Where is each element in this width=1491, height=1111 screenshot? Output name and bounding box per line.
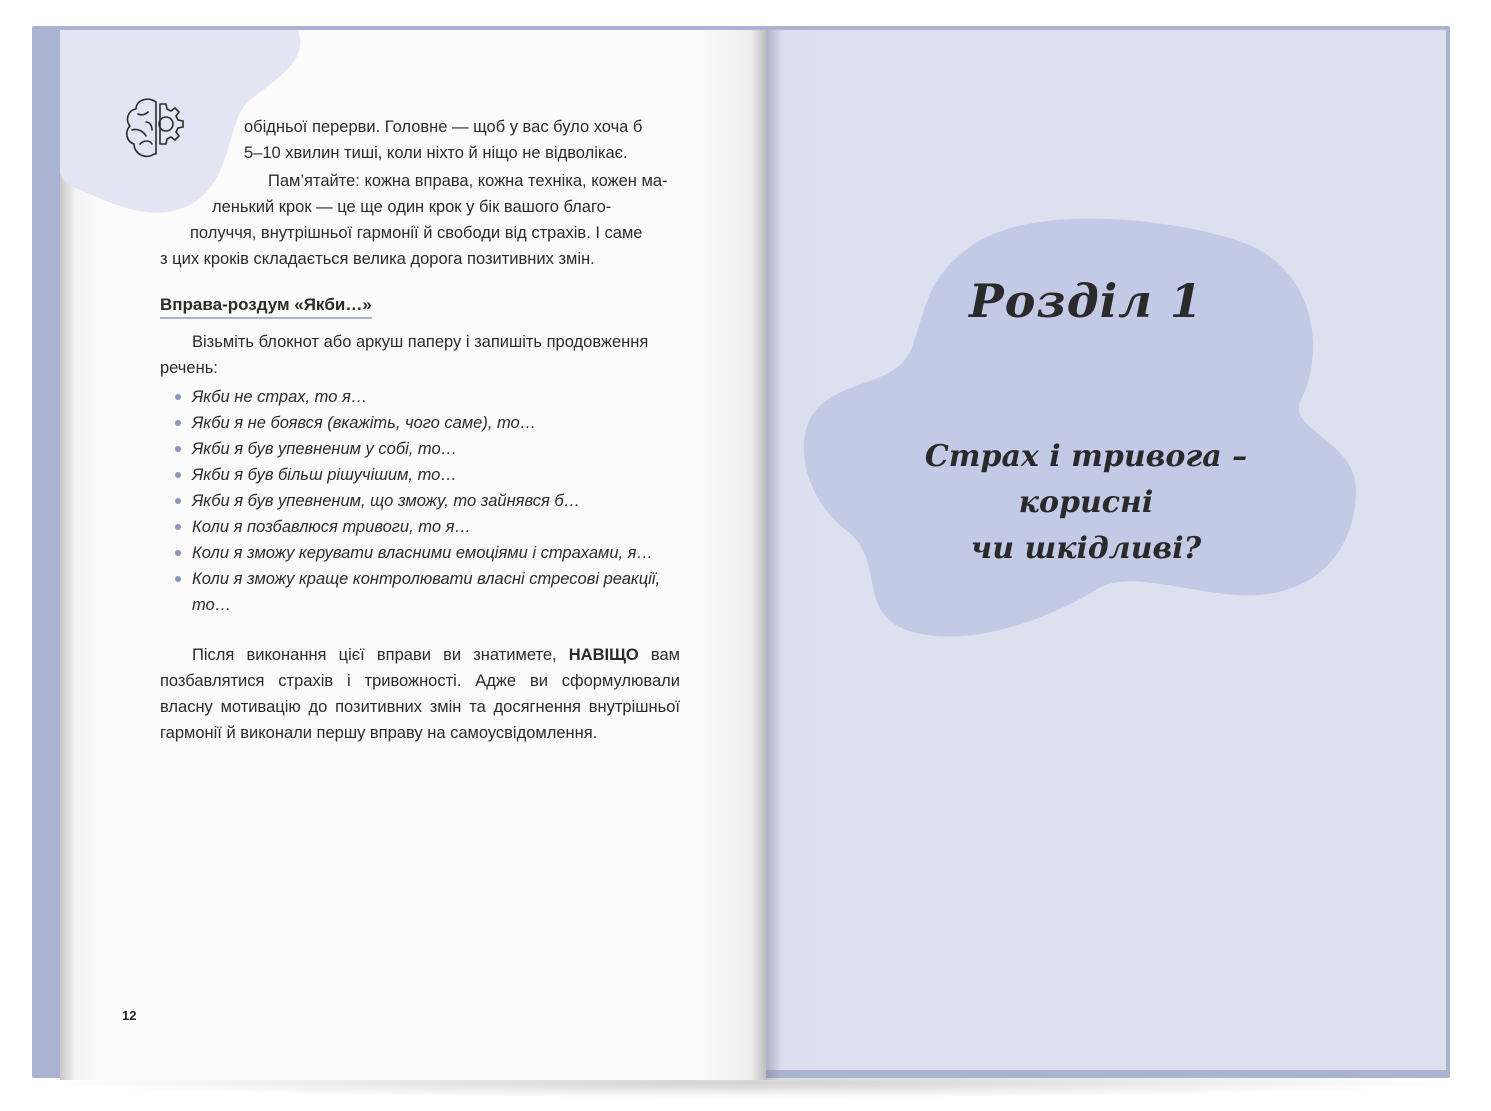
list-item: Якби я був більш рішучішим, то… xyxy=(174,462,694,488)
bullet-icon xyxy=(175,524,181,530)
bullet-icon xyxy=(175,498,181,504)
paragraph-line: з цих кроків складається велика дорога позитивних змін. xyxy=(160,250,595,268)
paragraph-line: Пам’ятайте: кожна вправа, кожна техніка, кожен ма- xyxy=(268,172,668,190)
brain-gear-icon xyxy=(122,94,196,164)
book-spine xyxy=(752,30,782,1080)
bullet-icon xyxy=(175,420,181,426)
bullet-list xyxy=(174,384,694,618)
chapter-subtitle: Страх і тривога – корисні чи шкідливі? xyxy=(924,439,1248,566)
list-item: Якби я був упевненим, що зможу, то зайнявся б… xyxy=(174,488,694,514)
paragraph-line: получчя, внутрішньої гармонії й свободи від страхів. І саме xyxy=(190,224,643,242)
bullet-icon xyxy=(175,550,181,556)
bullet-icon xyxy=(175,472,181,478)
bullet-icon xyxy=(175,394,181,400)
list-item: Коли я позбавлюся тривоги, то я… xyxy=(174,514,694,540)
bullet-icon xyxy=(175,576,181,582)
instruction-line: Візьміть блокнот або аркуш паперу і запишіть продовження xyxy=(192,333,649,351)
list-item: Якби я був упевненим у собі, то… xyxy=(174,436,694,462)
left-page xyxy=(60,30,766,1080)
page-number: 12 xyxy=(122,1008,137,1023)
right-page xyxy=(766,30,1446,1070)
list-item: Коли я зможу керувати власними емоціями і страхами, я… xyxy=(174,540,694,566)
instruction-line: речень: xyxy=(160,359,218,377)
list-item: Якби не страх, то я… xyxy=(174,384,694,410)
list-item-continuation: то… xyxy=(192,596,232,614)
paragraph-line: обідньої перерви. Головне — щоб у вас було хоча б xyxy=(244,118,643,136)
list-item: Коли я зможу краще контролювати власні стресові реакції, xyxy=(174,566,694,592)
conclusion-paragraph: Після виконання цієї вправи ви знатимете, НАВІЩО вам позбавлятися страхів і тривожності. Адже ви сформулювали власну мотивацію до позитивних змін та досягнення внутрішньої гармонії й виконали першу вправу на самоусвідомлення. xyxy=(160,646,680,742)
bullet-icon xyxy=(175,446,181,452)
chapter-title: Розділ 1 xyxy=(969,274,1203,328)
emphasis-word: НАВІЩО xyxy=(568,646,639,664)
paragraph-line: 5–10 хвилин тиші, коли ніхто й ніщо не відволікає. xyxy=(244,144,628,162)
list-item: Якби я не боявся (вкажіть, чого саме), то… xyxy=(174,410,694,436)
exercise-heading: Вправа-роздум «Якби…» xyxy=(160,295,372,319)
paragraph-line: ленький крок — це ще один крок у бік вашого благо- xyxy=(212,198,612,216)
